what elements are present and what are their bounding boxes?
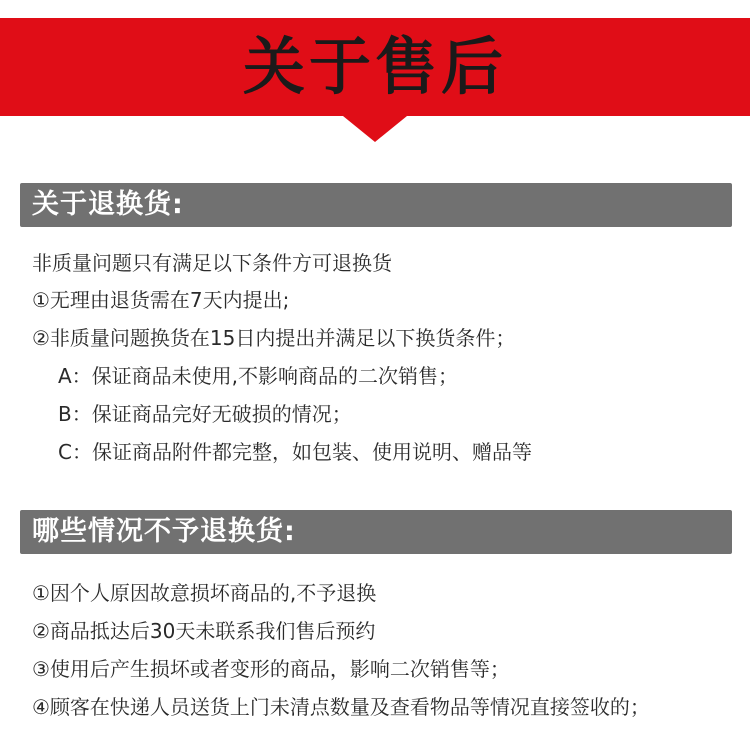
condition-intro: 非质量问题只有满足以下条件方可退换货 <box>32 251 392 275</box>
exclusion-item: ②商品抵达后30天未联系我们售后预约 <box>32 619 376 643</box>
section-title: 关于退换货: <box>32 189 184 220</box>
exclusion-item: ③使用后产生损坏或者变形的商品，影响二次销售等； <box>32 657 510 681</box>
page-title: 关于售后 <box>242 30 507 103</box>
section-title: 哪些情况不予退换货: <box>32 516 296 547</box>
condition-item: ②非质量问题换货在15日内提出并满足以下换货条件； <box>32 326 516 350</box>
condition-subitem: A：保证商品未使用,不影响商品的二次销售； <box>58 364 459 388</box>
section-header-returns <box>20 183 732 227</box>
banner-notch <box>343 116 407 142</box>
exclusion-item: ④顾客在快递人员送货上门未清点数量及查看物品等情况直接签收的； <box>32 695 650 719</box>
condition-subitem: B：保证商品完好无破损的情况； <box>58 402 352 426</box>
condition-item: ①无理由退货需在7天内提出; <box>32 288 290 312</box>
section-header-exclusions <box>20 510 732 554</box>
exclusion-item: ①因个人原因故意损坏商品的,不予退换 <box>32 581 377 605</box>
condition-subitem: C：保证商品附件都完整，如包装、使用说明、赠品等 <box>58 440 532 464</box>
